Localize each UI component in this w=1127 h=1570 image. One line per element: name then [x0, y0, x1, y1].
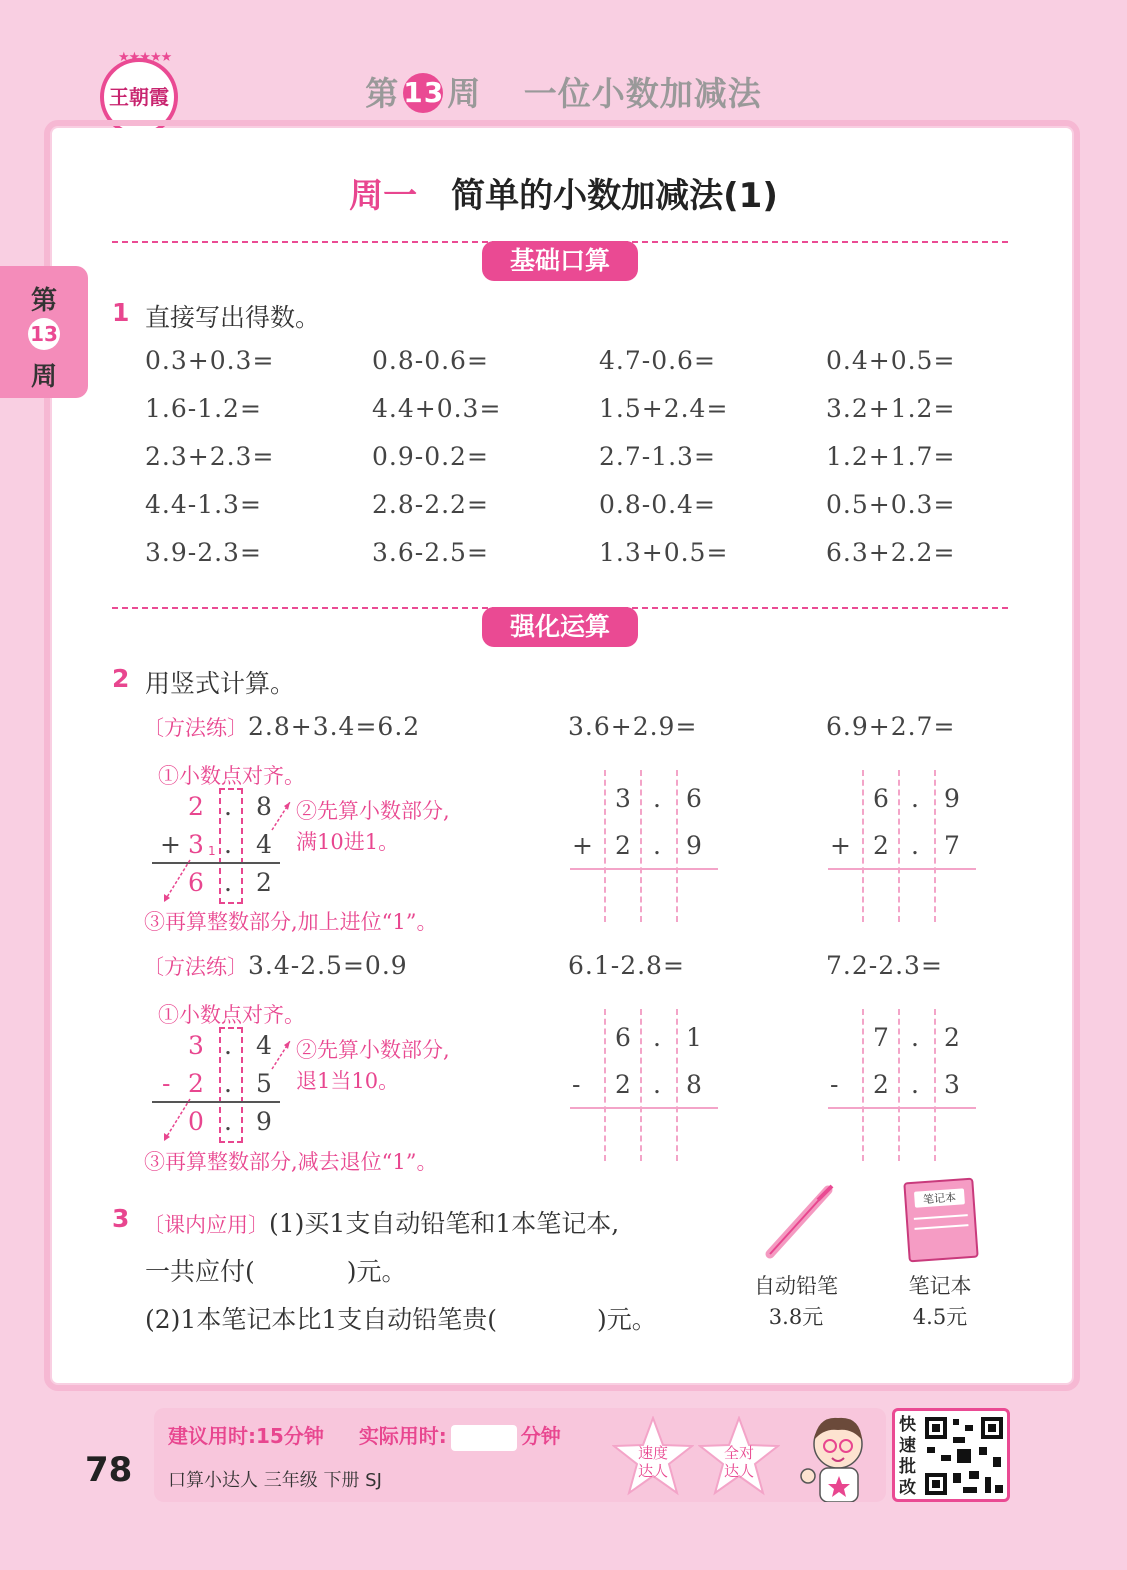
operator: + [572, 831, 593, 860]
svg-text:速度: 速度 [637, 1444, 669, 1462]
svg-text:全对: 全对 [723, 1444, 755, 1462]
mental-math-item[interactable]: 0.8-0.4= [599, 490, 716, 519]
week-topic: 一位小数加减法 [523, 74, 762, 113]
answer-area[interactable] [606, 874, 710, 918]
digit: 2 [188, 792, 204, 821]
digit: 9 [686, 831, 702, 860]
mental-math-item[interactable]: 3.2+1.2= [826, 394, 956, 423]
accuracy-star-badge[interactable] [698, 1416, 780, 1496]
item-price: 4.5元 [912, 1305, 968, 1329]
week-title-suffix: 周 [447, 74, 482, 113]
mental-math-item[interactable]: 1.5+2.4= [599, 394, 729, 423]
problem-part1-answer [145, 1252, 407, 1288]
side-week-tab [0, 266, 88, 398]
question-number: 1 [112, 298, 130, 327]
step-note: ①小数点对齐。 [158, 764, 305, 788]
vertical-problem-equation: 3.6+2.9= [568, 712, 698, 741]
operator: - [162, 1069, 171, 1098]
vertical-problem-equation: 6.9+2.7= [826, 712, 956, 741]
digit: 2 [873, 1070, 889, 1099]
digit: . [653, 831, 661, 860]
section-basic-label: 基础口算 [482, 241, 638, 281]
question-number: 3 [112, 1204, 130, 1233]
mechanical-pencil-icon [762, 1182, 842, 1262]
mental-math-item[interactable]: 1.6-1.2= [145, 394, 262, 423]
example-eq-text: 3.4-2.5=0.9 [248, 951, 408, 980]
step-note: 退1当10。 [296, 1069, 400, 1093]
mental-math-item[interactable]: 4.4-1.3= [145, 490, 262, 519]
digit: 3 [188, 830, 204, 859]
question-number: 2 [112, 664, 130, 693]
side-tab-number: 13 [28, 318, 60, 350]
digit: 4 [256, 830, 272, 859]
digit: 2 [944, 1023, 960, 1052]
answer-line [570, 868, 718, 870]
vertical-problem-equation: 6.1-2.8= [568, 951, 685, 980]
digit: 9 [944, 784, 960, 813]
operator: - [572, 1070, 581, 1099]
digit: 7 [944, 831, 960, 860]
footer-bar [154, 1408, 886, 1502]
digit: . [653, 1070, 661, 1099]
digit: . [911, 1023, 919, 1052]
step-note: ③再算整数部分,减去退位“1”。 [144, 1150, 438, 1174]
mental-math-item[interactable]: 0.3+0.3= [145, 346, 275, 375]
digit: 2 [256, 868, 272, 897]
qr-caption: 快 速 批 改 [899, 1415, 916, 1498]
digit: 9 [256, 1107, 272, 1136]
answer-line [570, 1107, 718, 1109]
digit: 7 [873, 1023, 889, 1052]
annotation-arrows [150, 1029, 300, 1149]
suggested-time: 建议用时:15分钟 [168, 1424, 324, 1448]
item-name: 笔记本 [908, 1274, 972, 1298]
example-equation [143, 712, 420, 742]
digit: 4 [256, 1031, 272, 1060]
digit: . [653, 1023, 661, 1052]
section-advanced-label: 强化运算 [482, 607, 638, 647]
crown-icon: ★★★★★ [118, 50, 172, 65]
mental-math-item[interactable]: 0.4+0.5= [826, 346, 956, 375]
lesson-title: 简单的小数加减法(1) [451, 176, 778, 216]
mental-math-item[interactable]: 0.8-0.6= [372, 346, 489, 375]
mental-math-item[interactable]: 2.7-1.3= [599, 442, 716, 471]
answer-line [828, 1107, 976, 1109]
svg-text:达人: 达人 [637, 1462, 669, 1480]
mental-math-item[interactable]: 2.8-2.2= [372, 490, 489, 519]
application-problem [143, 1204, 619, 1240]
digit: 6 [686, 784, 702, 813]
step-note: ③再算整数部分,加上进位“1”。 [144, 910, 438, 934]
step-note: ②先算小数部分, [296, 1038, 450, 1062]
digit: 8 [686, 1070, 702, 1099]
step-note: 满10进1。 [296, 830, 400, 854]
method-tag: 〔方法练〕 [143, 955, 248, 979]
answer-prefix: 一共应付( [145, 1257, 255, 1286]
page-number: 78 [85, 1450, 133, 1490]
question-text: 用竖式计算。 [145, 669, 296, 698]
week-title [0, 68, 1127, 116]
digit: 1 [686, 1023, 702, 1052]
notebook-label: 笔记本 [914, 1188, 965, 1207]
digit: 6 [188, 868, 204, 897]
mental-math-item[interactable]: 0.9-0.2= [372, 442, 489, 471]
logo-text: 王朝霞 [109, 85, 169, 109]
vertical-problem-equation: 7.2-2.3= [826, 951, 943, 980]
mental-math-item[interactable]: 1.2+1.7= [826, 442, 956, 471]
digit: . [224, 1031, 232, 1060]
step-note: ①小数点对齐。 [158, 1003, 305, 1027]
answer-prefix: (2)1本笔记本比1支自动铅笔贵( [145, 1305, 497, 1334]
item-name: 自动铅笔 [754, 1274, 838, 1298]
digit: . [911, 831, 919, 860]
mental-math-item[interactable]: 6.3+2.2= [826, 538, 956, 567]
answer-area[interactable] [606, 1113, 710, 1157]
digit: 2 [615, 831, 631, 860]
actual-time-input[interactable] [451, 1425, 517, 1451]
cartoon-boy-icon [794, 1410, 878, 1502]
digit: . [224, 792, 232, 821]
svg-text:达人: 达人 [723, 1462, 755, 1480]
digit: 6 [615, 1023, 631, 1052]
speed-star-badge[interactable] [612, 1416, 694, 1496]
digit: 2 [188, 1069, 204, 1098]
mental-math-item[interactable]: 3.9-2.3= [145, 538, 262, 567]
example-eq-text: 2.8+3.4=6.2 [248, 712, 421, 741]
answer-suffix: )元。 [596, 1305, 657, 1334]
item-price: 3.8元 [768, 1305, 824, 1329]
mental-math-item[interactable]: 2.3+2.3= [145, 442, 275, 471]
book-info: 口算小达人 三年级 下册 SJ [168, 1470, 382, 1491]
answer-suffix: )元。 [346, 1257, 407, 1286]
digit: 3 [615, 784, 631, 813]
digit: 2 [873, 831, 889, 860]
digit: 3 [944, 1070, 960, 1099]
digit: . [911, 784, 919, 813]
week-number-badge: 13 [403, 73, 443, 113]
mental-math-item[interactable]: 3.6-2.5= [372, 538, 489, 567]
mental-math-item[interactable]: 4.7-0.6= [599, 346, 716, 375]
digit: 8 [256, 792, 272, 821]
answer-area[interactable] [864, 874, 968, 918]
qr-code-icon [923, 1415, 1005, 1497]
day-title [0, 168, 1127, 217]
answer-area[interactable] [864, 1113, 968, 1157]
operator: + [160, 830, 181, 859]
digit: . [911, 1070, 919, 1099]
digit: . [224, 830, 232, 859]
mental-math-item[interactable]: 1.3+0.5= [599, 538, 729, 567]
digit: . [224, 868, 232, 897]
question-text: 直接写出得数。 [145, 303, 321, 332]
application-tag: 〔课内应用〕 [143, 1213, 269, 1237]
side-tab-line3: 周 [30, 362, 57, 392]
digit: . [224, 1107, 232, 1136]
digit: 6 [873, 784, 889, 813]
digit: . [653, 784, 661, 813]
step-note: ②先算小数部分, [296, 799, 450, 823]
example-equation [143, 951, 408, 981]
mental-math-item[interactable]: 4.4+0.3= [372, 394, 502, 423]
operator: - [830, 1070, 839, 1099]
method-tag: 〔方法练〕 [143, 716, 248, 740]
problem-part1: (1)买1支自动铅笔和1本笔记本, [269, 1209, 620, 1238]
digit: 2 [615, 1070, 631, 1099]
mental-math-item[interactable]: 0.5+0.3= [826, 490, 956, 519]
side-tab-line1: 第 [30, 286, 57, 316]
week-title-prefix: 第 [365, 74, 400, 113]
digit: 5 [256, 1069, 272, 1098]
digit: 3 [188, 1031, 204, 1060]
qr-code-box[interactable] [892, 1408, 1010, 1502]
carry-digit: 1 [208, 844, 216, 858]
digit: . [224, 1069, 232, 1098]
time-info [168, 1420, 561, 1451]
problem-part2 [145, 1300, 657, 1336]
annotation-arrows [150, 790, 300, 910]
notebook-icon [903, 1178, 978, 1263]
time-unit: 分钟 [520, 1424, 561, 1448]
actual-time-label: 实际用时: [358, 1424, 447, 1448]
operator: + [830, 831, 851, 860]
day-label: 周一 [349, 176, 418, 216]
digit: 0 [188, 1107, 204, 1136]
answer-line [828, 868, 976, 870]
